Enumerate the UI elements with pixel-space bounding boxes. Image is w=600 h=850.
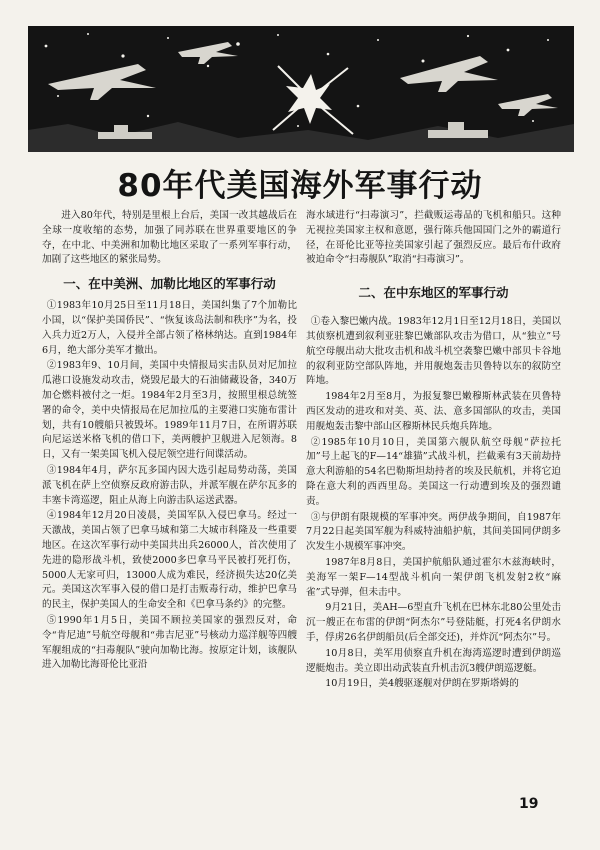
section-2-paragraph: 1984年2月至8月，为报复黎巴嫩穆斯林武装在贝鲁特西区发动的进攻和对美、英、法、意多国部队的攻击，美国用舰炮轰击黎中部山区穆斯林民兵炮兵阵地。	[306, 391, 561, 432]
section-2-paragraph: 10月8日，美军用侦察直升机在海湾巡逻时遭到伊朗巡逻艇炮击。美立即出动武装直升机击沉3艘伊朗巡逻艇。	[306, 647, 561, 674]
page-number: 19	[519, 796, 539, 812]
left-column	[42, 209, 297, 674]
page-title: 80年代美国海外军事行动	[117, 168, 483, 204]
section-1-paragraph: ③1984年4月，萨尔瓦多国内因大选引起局势动荡，美国派飞机在萨上空侦察反政府游击队，并派军舰在萨尔瓦多的丰塞卡湾巡逻，阻止从海上向游击队运送武器。	[42, 464, 297, 506]
section-1-paragraph: ④1984年12月20日凌晨，美国军队入侵巴拿马。经过一天激战，美国占领了巴拿马城和第二大城市科隆及一些重要地区。在这次军事行动中美国共出兵26000人，首次使用了先进的隐形战斗机，致使2000多巴拿马平民被打死打伤，5000人无家可归，13000人成为难民，经济损失达20亿美元。美国这次军事入侵的借口是打击贩毒行动，维护巴拿马的民主，保护美国人的生命安全和《巴拿马条约》的完整。	[42, 510, 297, 611]
section-2-paragraph: ③与伊朗有限规模的军事冲突。两伊战争期间，自1987年7月22日起美国军舰为科威特油船护航，其间美国同伊朗多次发生小规模军事冲突。	[306, 511, 561, 553]
banner-illustration	[28, 26, 574, 152]
section-2-heading: 二、在中东地区的军事行动	[358, 285, 509, 301]
continued-paragraph: 海水域进行“扫毒演习”，拦截贩运毒品的飞机和船只。这种无视拉美国家主权和意愿，强行陈兵他国国门之外的霸道行径，在哥伦比亚等拉美国家引起了强烈反应。最后布什政府被迫命令“扫毒舰队”取消“扫毒演习”。	[306, 210, 561, 266]
section-1-heading: 一、在中美洲、加勒比地区的军事行动	[63, 276, 276, 292]
section-2-paragraph: ①卷入黎巴嫩内战。1983年12月1日至12月18日，美国以其侦察机遭到叙利亚驻黎巴嫩部队攻击为借口，从“独立”号航空母舰出动大批攻击机和战斗机空袭黎巴嫩中部贝卡谷地的叙利亚防空部队阵地，并用舰炮轰击贝鲁特以东的叙防空阵地。	[306, 316, 561, 387]
intro-paragraph: 进入80年代，特别是里根上台后，美国一改其越战后在全球一度收缩的态势，加强了同苏联在世界重要地区的争夺，在中北、中美洲和加勒比地区采取了一系列军事行动，加剧了这些地区的紧张局势。	[42, 210, 297, 266]
section-2-paragraph: 9月21日，美AH—6型直升飞机在巴林东北80公里处击沉一艘正在布雷的伊朗“阿杰尔”号登陆艇，打死4名伊朗水手，俘虏26名伊朗船员(后全部交还)，并炸沉“阿杰尔”号。	[306, 602, 561, 643]
section-2-paragraph: 10月19日，美4艘驱逐舰对伊朗在罗斯塔姆的	[325, 678, 519, 690]
section-2-paragraph: ②1985年10月10日，美国第六舰队航空母舰“萨拉托加”号上起飞的F—14“雄猫”式战斗机，拦截乘有3天前劫持意大利游船的54名巴勒斯坦劫持者的埃及民航机，并将它迫降在意大利的西西里岛。美国这一行动遭到埃及的强烈谴责。	[306, 436, 561, 507]
section-2-paragraph: 1987年8月8日，美国护航船队通过霍尔木兹海峡时，美海军一架F—14型战斗机向一架伊朗飞机发射2枚“麻雀”式导弹，但未击中。	[306, 556, 561, 598]
section-1-paragraph: ②1983年9、10月间，美国中央情报局实击队员对尼加拉瓜港口设施发动攻击，烧毁尼最大的石油储藏设备，340万加仑燃料被付之一炬。1984年2月至3月，按照里根总统签署的命令，美中央情报局在尼加拉瓜的主要港口实施布雷计划，共有10艘船只被毁坏。1989年11月7日，在所谓苏联向尼运送米格飞机的借口下，美两艘护卫舰进入尼领海。8日，又有一架美国飞机入侵尼领空进行间谍活动。	[42, 360, 297, 461]
right-column	[306, 209, 561, 693]
section-1-paragraph: ⑤1990年1月5日，美国不顾拉美国家的强烈反对，命令“肯尼迪”号航空母舰和“弗吉尼亚”号核动力巡洋舰等四艘军舰组成的“扫毒舰队”驶向加勒比海。按原定计划，该舰队进入加勒比海哥伦比亚沿	[42, 614, 297, 671]
section-1-paragraph: ①1983年10月25日至11月18日，美国纠集了7个加勒比小国，以“保护美国侨民”、“恢复该岛法制和秩序”为名，投入兵力近2万人，入侵并全部占领了格林纳达。直到1984年6月，绝大部分美军才撤出。	[42, 300, 297, 356]
military-aircraft-banner-icon	[28, 26, 574, 152]
